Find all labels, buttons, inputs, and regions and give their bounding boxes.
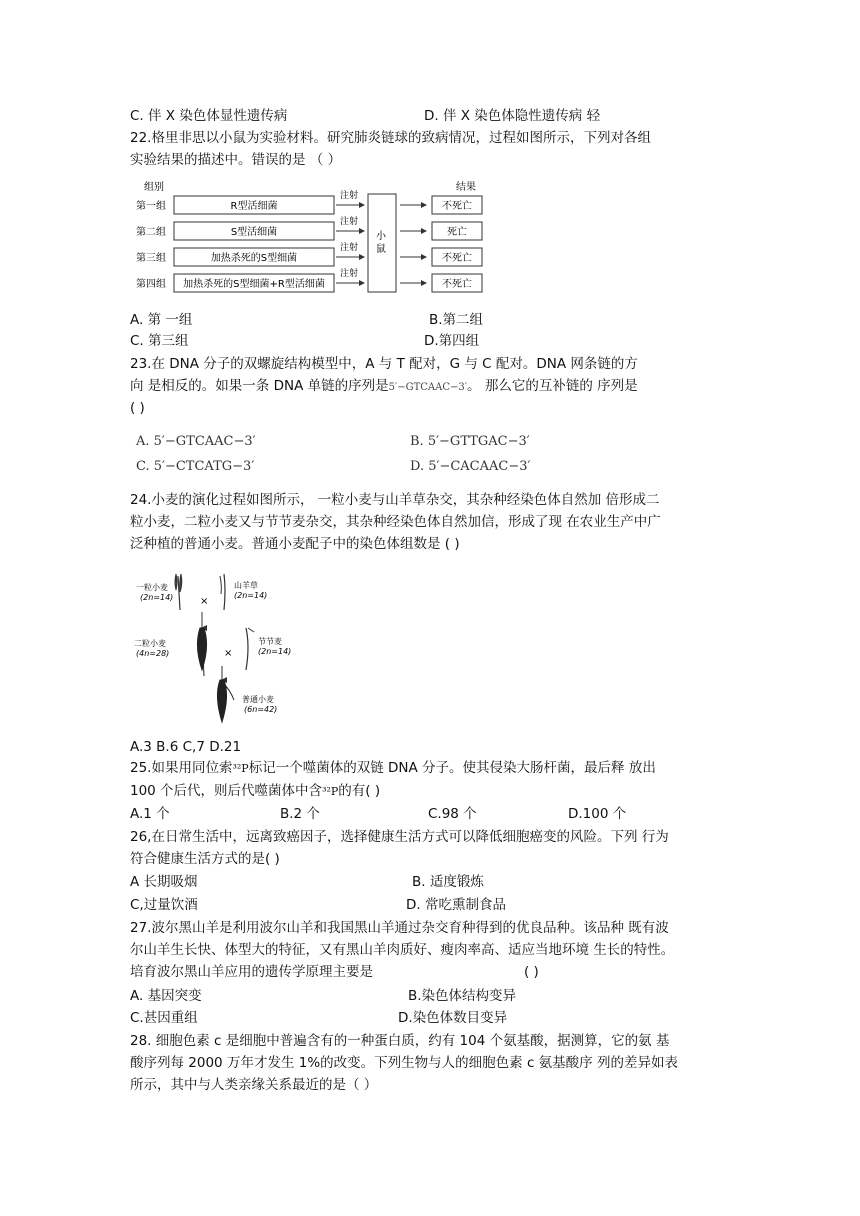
q23-stem-line2 [130, 376, 638, 398]
q25-option-a: A.1 个 [130, 806, 170, 822]
q23-option-b: B. 5′−GTTGAC−3′ [410, 434, 530, 449]
q25-line2-a: 100 个后代，则后代噬菌体中含 [130, 783, 323, 799]
q22-col-result: 结果 [456, 182, 476, 193]
q27-stem-line2: 尔山羊生长快、体型大的特征，又有黑山羊肉质好、瘦肉率高、适应当地环境 生长的特性。 [130, 942, 675, 958]
p5-name: 普通小麦 [242, 695, 274, 704]
q26-stem-line2: 符合健康生活方式的是( ) [130, 851, 280, 867]
p2-name: 山羊草 [234, 581, 258, 590]
q22-stem-line2: 实验结果的描述中。错误的是 （ ） [130, 152, 342, 168]
q24-stem-line1: 24.小麦的演化过程如图所示， 一粒小麦与山羊草杂交，其杂种经染色体自然加 倍形成二 [130, 492, 660, 508]
q22-stem-line1: 22.格里非思以小鼠为实验材料。研究肺炎链球的致病情况，过程如图所示，下列对各组 [130, 130, 651, 146]
q27-option-a: A. 基因突变 [130, 988, 202, 1004]
q22-group-label: 第一组 [136, 201, 166, 212]
q26-option-b: B. 适度锻炼 [412, 874, 484, 890]
p3-name: 二粒小麦 [134, 639, 166, 648]
q26-option-a: A 长期吸烟 [130, 874, 198, 890]
q22-group-label: 第四组 [136, 279, 166, 290]
goatgrass-icon [220, 574, 225, 610]
q22-mouse-box [368, 194, 396, 292]
q27-stem-line3a: 培育波尔黑山羊应用的遗传学原理主要是 [130, 964, 373, 980]
q28-stem-line1: 28. 细胞色素 c 是细胞中普遍含有的一种蛋白质，约有 104 个氨基酸，据测算，它的氨 基 [130, 1033, 670, 1049]
q26-option-d: D. 常吃熏制食品 [406, 897, 506, 913]
p4-name: 节节麦 [258, 637, 282, 646]
q23-stem-line3: ( ) [130, 400, 145, 416]
q27-stem-line3b: ( ) [524, 964, 539, 980]
q22-inject-label: 注射 [340, 217, 359, 227]
q25-stem-line2 [130, 781, 380, 802]
q25-option-b: B.2 个 [280, 806, 320, 822]
q22-treatment-label: S型活细菌 [230, 227, 278, 238]
q25-option-d: D.100 个 [568, 806, 627, 822]
q22-result-label: 不死亡 [442, 279, 472, 290]
p4-n: (2n=14) [258, 647, 292, 656]
emmer-wheat-icon [197, 628, 206, 676]
q27-option-d: D.染色体数目变异 [398, 1010, 508, 1026]
cross-1: × [200, 596, 209, 607]
q22-treatment-label: 加热杀死的S型细菌 [210, 253, 298, 264]
q22-treatment-label: 加热杀死的S型细菌+R型活细菌 [183, 279, 325, 290]
q23-option-a: A. 5′−GTCAAC−3′ [136, 434, 256, 449]
p5-n: (6n=42) [244, 705, 278, 714]
q22-option-a: A. 第 一组 [130, 312, 193, 328]
q27-option-c: C.甚因重组 [130, 1010, 198, 1026]
p2-n: (2n=14) [234, 591, 268, 600]
q23-sequence: 5′−GTCAAC−3′ [388, 382, 468, 393]
q22-option-b: B.第二组 [429, 312, 484, 328]
q23-stem-line2-b: 。 那么它的互补链的 序列是 [467, 378, 638, 394]
q21-option-c: C. 伴 X 染色体显性遗传病 [130, 108, 288, 124]
q28-stem-line3: 所示，其中与人类亲缘关系最近的是（ ） [130, 1077, 378, 1093]
q22-inject-label: 注射 [340, 191, 359, 201]
q24-options: A.3 B.6 C,7 D.21 [130, 739, 242, 755]
q22-result-label: 不死亡 [442, 253, 472, 264]
q23-option-c: C. 5′−CTCATG−3′ [136, 459, 255, 474]
q22-col-group: 组别 [144, 182, 164, 193]
p1-n: (2n=14) [140, 593, 174, 602]
q22-mouse-label-1: 小 [376, 231, 386, 242]
q23-option-d: D. 5′−CACAAC−3′ [410, 459, 531, 474]
q25-line1-b: 标记一个噬菌体的双链 DNA 分子。使其侵染大肠杆菌，最后释 放出 [248, 760, 656, 776]
q24-stem-line2: 粒小麦，二粒小麦又与节节麦杂交，其杂种经染色体自然加信，形成了现 在农业生产中广 [130, 514, 661, 530]
q22-result-label: 死亡 [447, 227, 467, 238]
q22-group-label: 第三组 [136, 253, 166, 264]
q22-inject-label: 注射 [340, 269, 359, 279]
q22-inject-label: 注射 [340, 243, 359, 253]
tausch-goatgrass-icon [246, 628, 254, 670]
q25-isotope-2: ³²P [322, 785, 339, 798]
q22-option-c: C. 第三组 [130, 333, 189, 349]
q24-wheat-evolution-figure [130, 566, 310, 726]
q27-option-b: B.染色体结构变异 [408, 988, 517, 1004]
q25-stem-line1 [130, 758, 656, 779]
q26-option-c: C,过量饮酒 [130, 897, 198, 913]
p3-n: (4n=28) [136, 649, 170, 658]
bread-wheat-icon [217, 680, 234, 722]
q23-stem-line1: 23.在 DNA 分子的双螺旋结构模型中，A 与 T 配对，G 与 C 配对。DNA 网条链的方 [130, 356, 638, 372]
q25-line2-b: 的有( ) [338, 783, 381, 799]
q22-result-label: 不死亡 [442, 201, 472, 212]
p1-name: 一粒小麦 [136, 583, 168, 592]
q25-isotope-1: ³²P [232, 762, 249, 775]
q25-option-c: C.98 个 [428, 806, 477, 822]
q28-stem-line2: 酸序列每 2000 万年才发生 1%的改变。下列生物与人的细胞色素 c 氨基酸序 列的差异如表 [130, 1055, 678, 1071]
q25-line1-a: 25.如果用同位索 [130, 760, 233, 776]
einkorn-wheat-icon [175, 574, 182, 610]
q22-option-d: D.第四组 [424, 333, 480, 349]
q22-group-label: 第二组 [136, 227, 166, 238]
q21-option-d: D. 伴 X 染色体隐性遗传病 轻 [424, 108, 601, 124]
cross-2: × [224, 648, 233, 659]
q24-stem-line3: 泛种植的普通小麦。普通小麦配子中的染色体组数是 ( ) [130, 536, 460, 552]
q22-mouse-label-2: 鼠 [376, 244, 386, 255]
q22-treatment-label: R型活细菌 [230, 201, 278, 212]
q23-stem-line2-a: 向 是相反的。如果一条 DNA 单链的序列是 [130, 378, 389, 394]
q22-experiment-figure [130, 176, 500, 302]
q26-stem-line1: 26,在日常生活中，远离致癌因子，选择健康生活方式可以降低细胞癌变的风险。下列 行为 [130, 829, 669, 845]
q27-stem-line1: 27.波尔黑山羊是利用波尔山羊和我国黑山羊通过杂交育种得到的优良品种。该品种 既有波 [130, 920, 669, 936]
